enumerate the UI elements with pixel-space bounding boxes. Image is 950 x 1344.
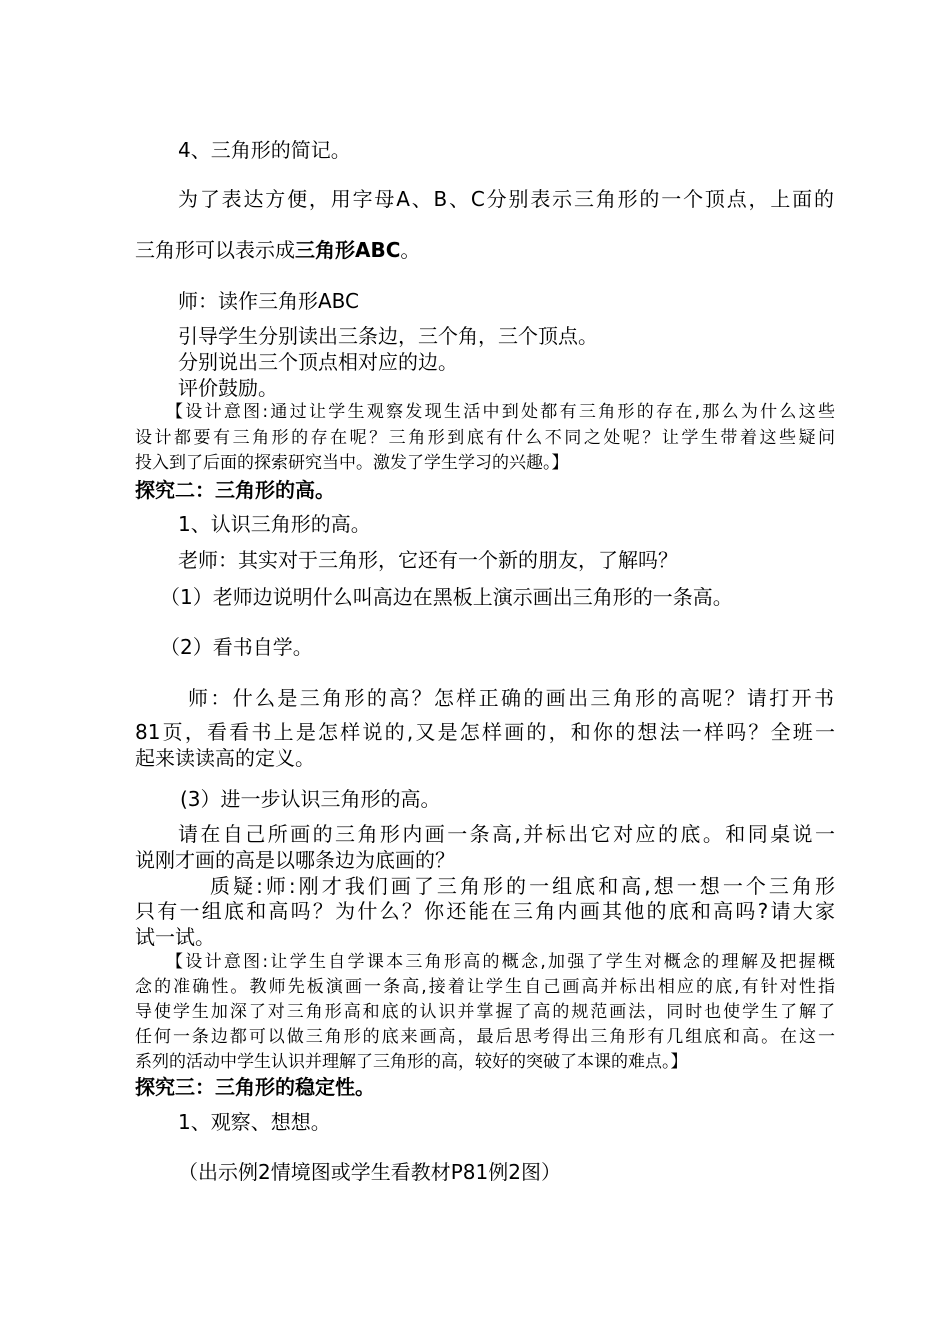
subheading: 1、认识三角形的高。 [178, 512, 371, 536]
paragraph-line [135, 238, 420, 262]
paragraph-line: （出示例2情境图或学生看教材P81例2图） [178, 1160, 561, 1184]
bold-term: 三角形ABC [295, 238, 401, 262]
paragraph-line: （2）看书自学。 [160, 635, 313, 659]
paragraph-line: 只有一组底和高吗？为什么？你还能在三角内画其他的底和高吗?请大家 [135, 899, 835, 923]
section-heading: 探究三：三角形的稳定性。 [135, 1075, 375, 1099]
design-intent-line: 投入到了后面的探索研究当中。激发了学生学习的兴趣。】 [135, 453, 569, 473]
paragraph-line: 分别说出三个顶点相对应的边。 [178, 350, 458, 374]
text-span: 三角形可以表示成 [135, 238, 295, 262]
design-intent-line: 念的准确性。教师先板演画一条高,接着让学生自己画高并标出相应的底,有针对性指 [135, 977, 835, 997]
teacher-line: 师：什么是三角形的高？怎样正确的画出三角形的高呢？请打开书 [188, 686, 834, 710]
paragraph-line: 起来读读高的定义。 [135, 746, 315, 770]
teacher-line: 师：读作三角形ABC [178, 289, 360, 313]
paragraph-line: 质疑:师:刚才我们画了三角形的一组底和高,想一想一个三角形 [210, 874, 835, 898]
paragraph-line: 81页，看看书上是怎样说的,又是怎样画的，和你的想法一样吗？全班一 [135, 720, 835, 744]
subheading: (3）进一步认识三角形的高。 [180, 787, 441, 811]
paragraph-line: 评价鼓励。 [178, 376, 278, 400]
section-heading: 探究二：三角形的高。 [135, 478, 335, 502]
paragraph-line: 说刚才画的高是以哪条边为底画的？ [135, 848, 455, 872]
design-intent-line: 设计都要有三角形的存在呢？三角形到底有什么不同之处呢？让学生带着这些疑问 [135, 428, 835, 448]
design-intent-line: 【设计意图:通过让学生观察发现生活中到处都有三角形的存在,那么为什么这些 [166, 402, 835, 422]
paragraph-line: 请在自己所画的三角形内画一条高,并标出它对应的底。和同桌说一 [178, 822, 835, 846]
heading-abbreviation: 4、三角形的简记。 [178, 138, 351, 162]
design-intent-line: 任何一条边都可以做三角形的底来画高，最后思考得出三角形有几组底和高。在这一 [135, 1027, 835, 1047]
paragraph-line: 为了表达方便，用字母A、B、C分别表示三角形的一个顶点，上面的 [178, 187, 834, 211]
paragraph-line: 引导学生分别读出三条边，三个角，三个顶点。 [178, 324, 598, 348]
teacher-line: 老师：其实对于三角形，它还有一个新的朋友，了解吗？ [178, 548, 678, 572]
text-span: 。 [400, 238, 421, 262]
design-intent-line: 导使学生加深了对三角形高和底的认识并掌握了高的规范画法，同时也使学生了解了 [135, 1002, 835, 1022]
design-intent-line: 【设计意图:让学生自学课本三角形高的概念,加强了学生对概念的理解及把握概 [166, 952, 835, 972]
paragraph-line: 试一试。 [135, 925, 215, 949]
design-intent-line: 系列的活动中学生认识并理解了三角形的高，较好的突破了本课的难点。】 [135, 1052, 688, 1072]
subheading: 1、观察、想想。 [178, 1110, 331, 1134]
paragraph-line: （1）老师边说明什么叫高边在黑板上演示画出三角形的一条高。 [160, 585, 733, 609]
